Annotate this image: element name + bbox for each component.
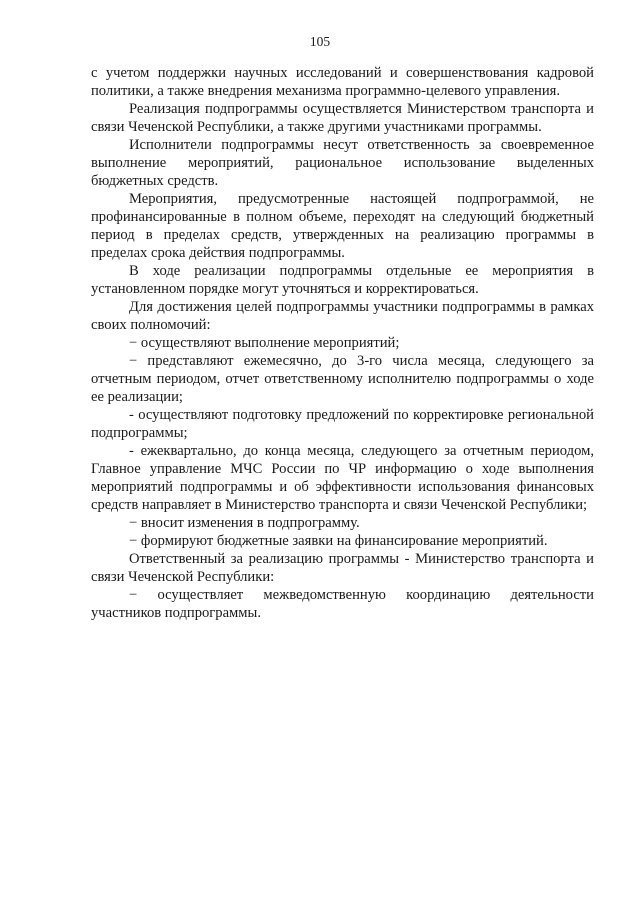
page-body — [91, 64, 594, 622]
list-item-5: − вносит изменения в подпрограмму. — [129, 515, 360, 531]
list-item-3: - осуществляют подготовку предложений по корректировке региональной подпрограммы; — [91, 407, 594, 441]
list-item-7: − осуществляет межведомственную координацию деятельности участников подпрограммы. — [91, 587, 594, 621]
list-item-4: - ежеквартально, до конца месяца, следующего за отчетным периодом, Главное управление МЧС России по ЧР информацию о ходе выполнения мероприятий подпрограммы и об эффективности использования финансовых средств направляет в Министерство транспорта и связи Чеченской Республики; — [91, 443, 594, 513]
list-item-1: − осуществляют выполнение мероприятий; — [129, 335, 400, 351]
paragraph-7: Ответственный за реализацию программы - Министерство транспорта и связи Чеченской Республики: — [91, 551, 594, 585]
list-item-6: − формируют бюджетные заявки на финансирование мероприятий. — [129, 533, 548, 549]
list-item-2: − представляют ежемесячно, до 3-го числа месяца, следующего за отчетным периодом, отчет ответственному исполнителю подпрограммы о ходе ее реализации; — [91, 353, 594, 405]
paragraph-2: Реализация подпрограммы осуществляется Министерством транспорта и связи Чеченской Республики, а также другими участниками программы. — [91, 101, 594, 135]
paragraph-5: В ходе реализации подпрограммы отдельные ее мероприятия в установленном порядке могут уточняться и корректироваться. — [91, 263, 594, 297]
page-number: 105 — [309, 34, 331, 49]
paragraph-6: Для достижения целей подпрограммы участники подпрограммы в рамках своих полномочий: — [91, 299, 594, 333]
paragraph-4: Мероприятия, предусмотренные настоящей подпрограммой, не профинансированные в полном объеме, переходят на следующий бюджетный период в пределах средств, утвержденных на реализацию программы в пределах срока действия подпрограммы. — [91, 191, 594, 261]
paragraph-1: с учетом поддержки научных исследований и совершенствования кадровой политики, а также внедрения механизма программно-целевого управления. — [91, 65, 594, 99]
paragraph-3: Исполнители подпрограммы несут ответственность за своевременное выполнение мероприятий, рациональное использование выделенных бюджетных средств. — [91, 137, 594, 189]
